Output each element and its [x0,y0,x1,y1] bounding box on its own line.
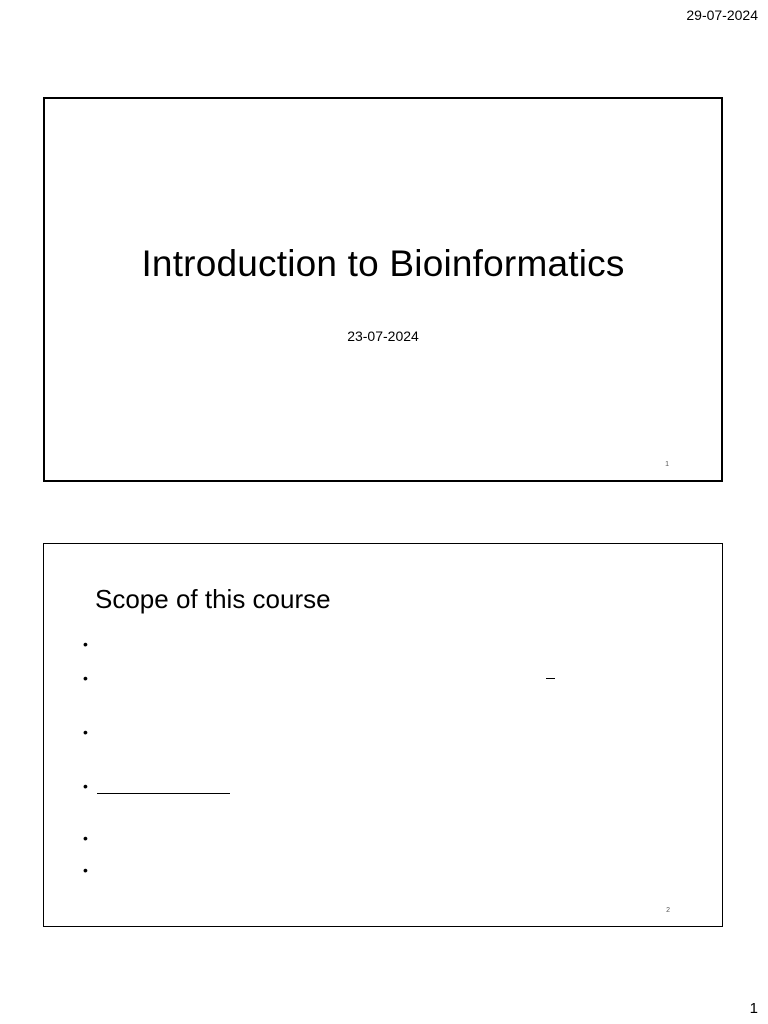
slide-2 [43,543,723,927]
slide-number: 2 [666,907,670,914]
bullet-point: • [83,724,88,740]
bullet-point: • [83,670,88,686]
page-number: 1 [749,1000,758,1017]
bullet-point: • [83,636,88,652]
bullet-point: • [83,862,88,878]
slide-title: Scope of this course [95,584,331,614]
slide-subtitle-date: 23-07-2024 [347,328,419,344]
slide-title: Introduction to Bioinformatics [141,243,625,284]
print-date: 29-07-2024 [686,7,758,23]
underline-line [97,793,230,794]
slide-number: 1 [665,461,669,468]
bullet-point: • [83,778,88,794]
slide-1 [43,97,723,482]
bullet-point: • [83,830,88,846]
dash-mark [546,678,555,679]
